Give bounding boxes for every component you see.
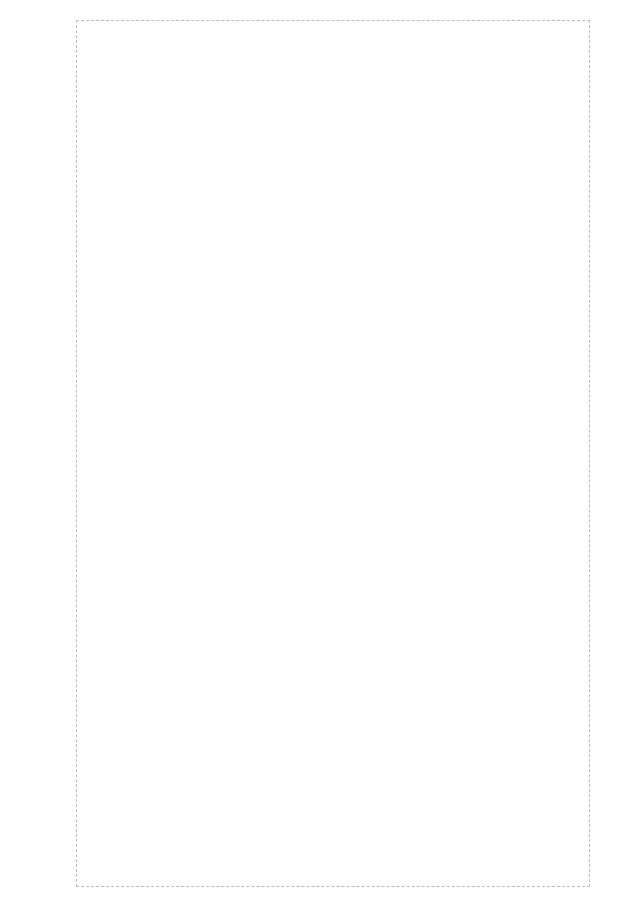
data-table-rotated [76, 20, 590, 887]
